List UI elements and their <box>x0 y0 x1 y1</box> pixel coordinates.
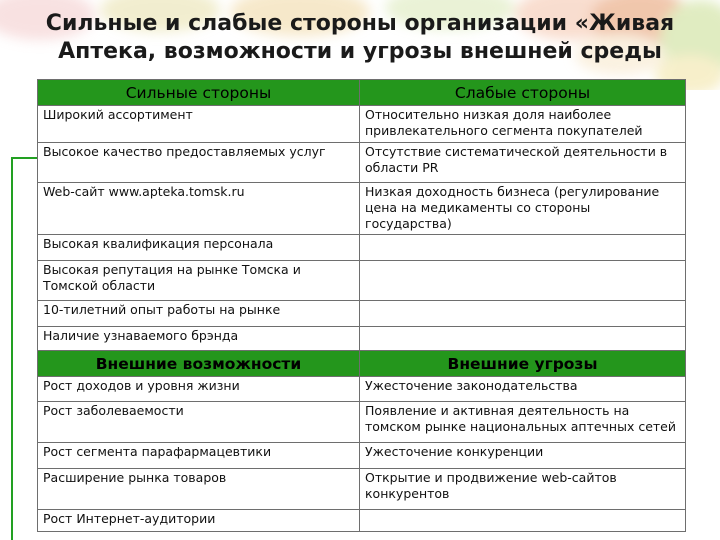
weakness-cell <box>360 327 686 351</box>
table-row <box>38 301 686 327</box>
table-row <box>38 143 686 183</box>
weakness-cell <box>360 301 686 327</box>
threat-cell <box>360 510 686 532</box>
weakness-cell: Низкая доходность бизнеса (регулирование цена на медикаменты со стороны государства) <box>360 183 686 235</box>
header-row-internal <box>38 80 686 106</box>
strength-cell: Web-сайт www.apteka.tomsk.ru <box>38 183 360 235</box>
decorative-line-vertical <box>11 158 13 540</box>
weakness-cell <box>360 235 686 261</box>
opportunity-cell: Расширение рынка товаров <box>38 469 360 510</box>
table-row <box>38 183 686 235</box>
header-strengths: Сильные стороны <box>38 80 360 106</box>
title-line-1: Сильные и слабые стороны организации «Живая <box>45 11 675 36</box>
header-opportunities: Внешние возможности <box>38 351 360 377</box>
opportunity-cell: Рост доходов и уровня жизни <box>38 377 360 402</box>
strength-cell: Широкий ассортимент <box>38 106 360 143</box>
threat-cell: Ужесточение конкуренции <box>360 443 686 469</box>
table-row <box>38 510 686 532</box>
header-row-external <box>38 351 686 377</box>
opportunity-cell: Рост заболеваемости <box>38 402 360 443</box>
table-row <box>38 327 686 351</box>
strength-cell: Высокое качество предоставляемых услуг <box>38 143 360 183</box>
table-row <box>38 443 686 469</box>
page-title <box>0 10 720 66</box>
swot-table <box>37 79 686 532</box>
opportunity-cell: Рост сегмента парафармацевтики <box>38 443 360 469</box>
table-row <box>38 261 686 301</box>
table-row <box>38 402 686 443</box>
threat-cell: Ужесточение законодательства <box>360 377 686 402</box>
strength-cell: Наличие узнаваемого брэнда <box>38 327 360 351</box>
strength-cell: Высокая квалификация персонала <box>38 235 360 261</box>
decorative-line-horizontal <box>11 157 37 159</box>
threat-cell: Появление и активная деятельность на томском рынке национальных аптечных сетей <box>360 402 686 443</box>
title-line-2: Аптека, возможности и угрозы внешней среды <box>58 39 662 64</box>
weakness-cell: Отсутствие систематической деятельности в области PR <box>360 143 686 183</box>
header-weaknesses: Слабые стороны <box>360 80 686 106</box>
table-row <box>38 235 686 261</box>
strength-cell: 10-тилетний опыт работы на рынке <box>38 301 360 327</box>
weakness-cell <box>360 261 686 301</box>
table-row <box>38 469 686 510</box>
threat-cell: Открытие и продвижение web-сайтов конкурентов <box>360 469 686 510</box>
table-row <box>38 377 686 402</box>
table-row <box>38 106 686 143</box>
header-threats: Внешние угрозы <box>360 351 686 377</box>
opportunity-cell: Рост Интернет-аудитории <box>38 510 360 532</box>
strength-cell: Высокая репутация на рынке Томска и Томской области <box>38 261 360 301</box>
weakness-cell: Относительно низкая доля наиболее привлекательного сегмента покупателей <box>360 106 686 143</box>
